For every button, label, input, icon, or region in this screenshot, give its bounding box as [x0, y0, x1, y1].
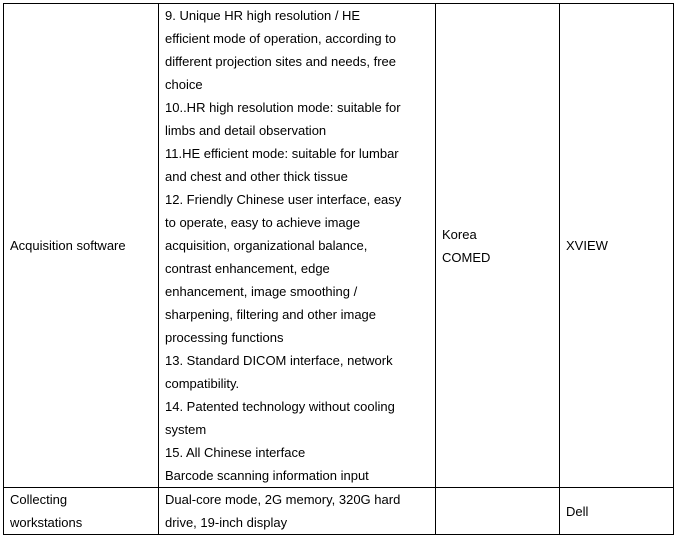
spec-line: enhancement, image smoothing / — [165, 284, 358, 299]
spec-line: Dual-core mode, 2G memory, 320G hard — [165, 492, 401, 507]
spec-line: drive, 19-inch display — [165, 515, 288, 530]
specification-cell — [159, 4, 436, 488]
item-name-line: Collecting — [10, 492, 68, 507]
spec-line: limbs and detail observation — [165, 123, 327, 138]
spec-line: 15. All Chinese interface — [165, 445, 306, 460]
item-name-cell — [4, 4, 159, 488]
specification-cell — [159, 488, 436, 535]
table-row — [4, 488, 674, 535]
origin-country: Korea — [442, 226, 477, 242]
brand-name: XVIEW — [566, 238, 608, 253]
spec-line: 9. Unique HR high resolution / HE — [165, 8, 361, 23]
spec-line: efficient mode of operation, according to — [165, 31, 397, 46]
origin-cell — [436, 488, 560, 535]
spec-line: 11.HE efficient mode: suitable for lumbar — [165, 146, 399, 161]
spec-line: sharpening, filtering and other image — [165, 307, 377, 322]
spec-line: to operate, easy to achieve image — [165, 215, 361, 230]
item-name: Acquisition software — [10, 238, 126, 253]
item-name-line: workstations — [10, 515, 83, 530]
spec-line: choice — [165, 77, 203, 92]
spec-line: 12. Friendly Chinese user interface, easy — [165, 192, 402, 207]
spec-line: 13. Standard DICOM interface, network — [165, 353, 393, 368]
item-name-cell — [4, 488, 159, 535]
spec-line: acquisition, organizational balance, — [165, 238, 368, 253]
origin-maker: COMED — [442, 249, 491, 265]
spec-line: system — [165, 422, 207, 437]
brand-cell — [560, 488, 674, 535]
origin-cell — [436, 4, 560, 488]
spec-line: compatibility. — [165, 376, 240, 391]
spec-line: contrast enhancement, edge — [165, 261, 330, 276]
spec-line: 10..HR high resolution mode: suitable for — [165, 100, 401, 115]
spec-table — [3, 3, 674, 535]
spec-line: different projection sites and needs, free — [165, 54, 397, 69]
brand-name: Dell — [566, 503, 589, 519]
spec-line: and chest and other thick tissue — [165, 169, 348, 184]
brand-cell — [560, 4, 674, 488]
table-row — [4, 4, 674, 488]
spec-line: Barcode scanning information input — [165, 468, 369, 483]
spec-line: processing functions — [165, 330, 284, 345]
spec-line: 14. Patented technology without cooling — [165, 399, 395, 414]
